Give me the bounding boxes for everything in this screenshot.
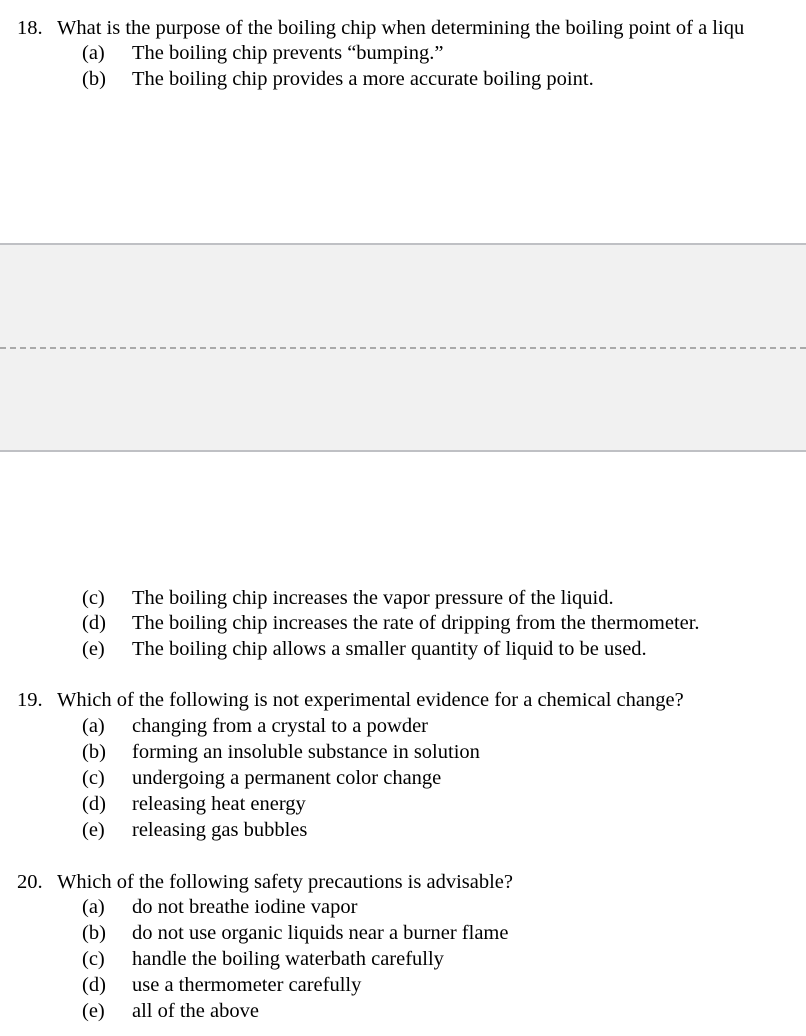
question-number: 19.: [17, 689, 43, 711]
option-label: (a): [82, 42, 105, 64]
option-text: releasing heat energy: [132, 793, 306, 815]
option-label: (e): [82, 1000, 105, 1022]
option-label: (e): [82, 819, 105, 841]
option-label: (d): [82, 793, 106, 815]
question-number: 20.: [17, 871, 43, 893]
option-text: changing from a crystal to a powder: [132, 715, 429, 737]
option-label: (d): [82, 612, 106, 634]
option-label: (c): [82, 767, 105, 789]
option-label: (b): [82, 922, 106, 944]
option-text: undergoing a permanent color change: [132, 767, 442, 789]
option-text: The boiling chip allows a smaller quantity of liquid to be used.: [132, 638, 647, 660]
option-text: The boiling chip prevents “bumping.”: [132, 42, 444, 64]
option-text: releasing gas bubbles: [132, 819, 308, 841]
option-text: do not breathe iodine vapor: [132, 896, 358, 918]
option-text: use a thermometer carefully: [132, 974, 362, 996]
page-break-dashed-line: [0, 347, 806, 349]
option-label: (d): [82, 974, 106, 996]
question-text: Which of the following safety precautions is advisable?: [57, 871, 513, 893]
question-number: 18.: [17, 17, 43, 39]
option-label: (a): [82, 896, 105, 918]
option-label: (e): [82, 638, 105, 660]
option-text: all of the above: [132, 1000, 259, 1022]
option-text: The boiling chip increases the rate of dripping from the thermometer.: [132, 612, 700, 634]
option-label: (b): [82, 741, 106, 763]
option-label: (c): [82, 948, 105, 970]
option-text: handle the boiling waterbath carefully: [132, 948, 444, 970]
page-break-band: [0, 243, 806, 452]
option-label: (c): [82, 587, 105, 609]
option-text: do not use organic liquids near a burner flame: [132, 922, 509, 944]
option-label: (a): [82, 715, 105, 737]
option-text: The boiling chip provides a more accurate boiling point.: [132, 68, 594, 90]
question-text: What is the purpose of the boiling chip when determining the boiling point of a liqu: [57, 17, 745, 39]
option-text: forming an insoluble substance in solution: [132, 741, 480, 763]
option-text: The boiling chip increases the vapor pressure of the liquid.: [132, 587, 614, 609]
option-label: (b): [82, 68, 106, 90]
question-text: Which of the following is not experimental evidence for a chemical change?: [57, 689, 684, 711]
